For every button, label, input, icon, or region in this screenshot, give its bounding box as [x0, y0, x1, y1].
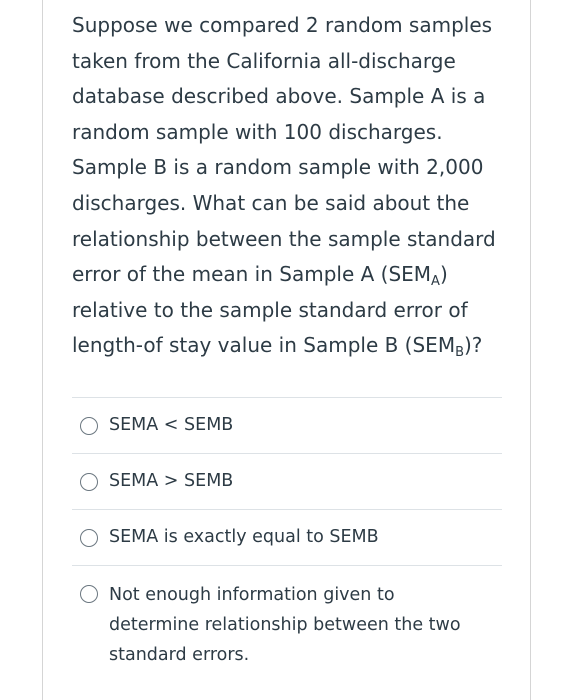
radio-button[interactable] [80, 473, 98, 491]
answer-label[interactable]: SEMA > SEMB [109, 471, 234, 491]
answer-option-1[interactable] [72, 397, 502, 453]
subscript-b: B [455, 345, 464, 361]
answer-option-4[interactable] [72, 565, 502, 685]
radio-button[interactable] [80, 585, 98, 603]
question-text [72, 8, 512, 364]
question-text-part-2: ) relative to the sample standard error of length-of stay value in Sample B (SEM [72, 262, 468, 358]
question-text-part-3: )? [464, 333, 483, 358]
radio-button[interactable] [80, 417, 98, 435]
answer-option-3[interactable] [72, 509, 502, 565]
answer-option-2[interactable] [72, 453, 502, 509]
question-text-part-1: Suppose we compared 2 random samples taken from the California all-discharge database described above. Sample A is a random sample with 100 discharges. Sample B is a random sample with 2,000 discharges. What can be said about the relationship between the sample standard error of the mean in Sample A (SEM [72, 13, 496, 287]
answer-label[interactable]: Not enough information given to determine relationship between the two standard errors. [109, 585, 461, 665]
answer-options [72, 397, 502, 685]
answer-label[interactable]: SEMA < SEMB [109, 415, 234, 435]
subscript-a: A [431, 274, 440, 290]
answer-label[interactable]: SEMA is exactly equal to SEMB [109, 527, 379, 547]
radio-button[interactable] [80, 529, 98, 547]
